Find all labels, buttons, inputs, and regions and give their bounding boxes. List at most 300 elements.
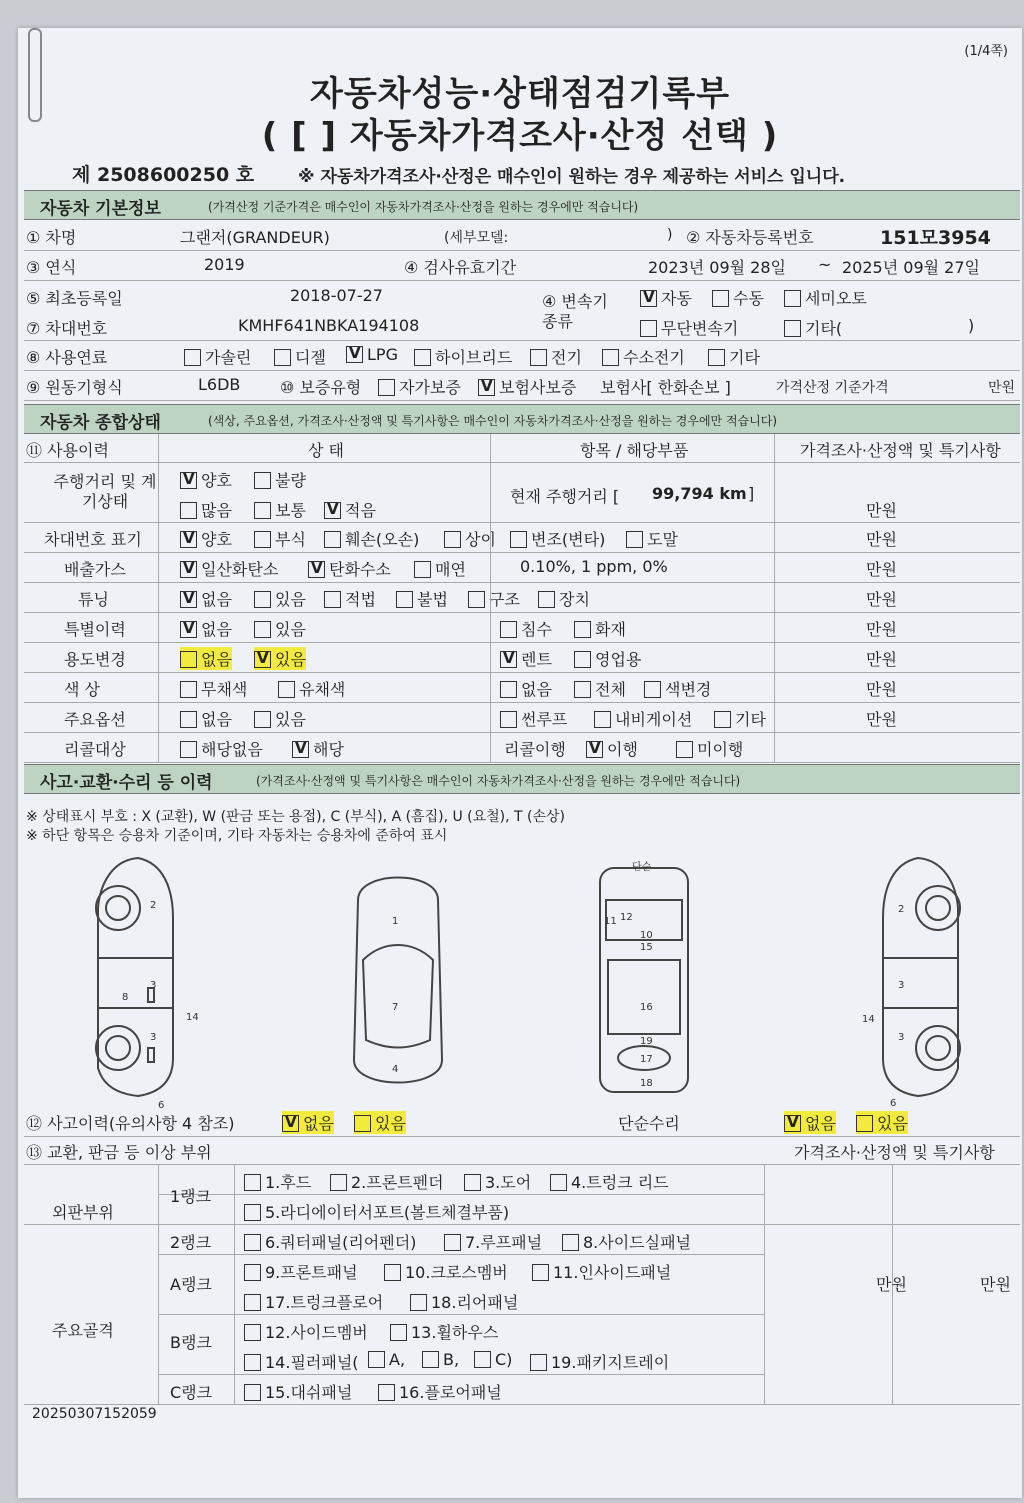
vin: KMHF641NBKA194108	[238, 316, 420, 335]
opt: 불법	[417, 590, 448, 609]
checkbox-manual[interactable]	[712, 290, 729, 307]
checkbox[interactable]	[254, 711, 271, 728]
part: 18.리어패널	[431, 1293, 519, 1312]
opt: 있음	[275, 710, 306, 729]
part: 16.플로어패널	[399, 1383, 502, 1402]
checkbox[interactable]	[180, 741, 197, 758]
trans-other-close: )	[968, 316, 975, 335]
opt: 기타	[735, 710, 766, 729]
part: 10.크로스멤버	[405, 1263, 508, 1282]
row-engine	[24, 370, 1020, 401]
checkbox[interactable]	[500, 681, 517, 698]
row-emission	[24, 552, 1020, 583]
part: C)	[495, 1350, 513, 1369]
opt: 적음	[345, 501, 376, 520]
checkbox[interactable]	[594, 711, 611, 728]
trans-auto-label: 자동	[661, 289, 692, 308]
checkbox[interactable]	[586, 741, 603, 758]
opt: 양호	[201, 530, 232, 549]
checkbox-self-warranty[interactable]	[378, 379, 395, 396]
checkbox[interactable]	[308, 561, 325, 578]
checkbox-fuel[interactable]	[530, 349, 547, 366]
checkbox[interactable]	[324, 591, 341, 608]
detail-model: (세부모델:	[444, 230, 509, 246]
overall-header	[24, 434, 1020, 463]
part: 8.사이드실패널	[583, 1233, 692, 1252]
opt: 이행	[607, 740, 638, 759]
opt: 부식	[275, 530, 306, 549]
checkbox[interactable]	[530, 1354, 547, 1371]
first-registration: 2018-07-27	[290, 286, 383, 305]
checkbox[interactable]	[410, 1294, 427, 1311]
unit: 만원	[866, 530, 897, 549]
opt: 많음	[201, 501, 232, 520]
mileage-value: 99,794 km	[652, 484, 747, 503]
checkbox[interactable]	[254, 472, 271, 489]
checkbox[interactable]	[254, 591, 271, 608]
checkbox[interactable]	[282, 1115, 299, 1132]
part-number: 3	[898, 1032, 905, 1043]
divider	[234, 1164, 235, 1404]
opt: 침수	[521, 620, 552, 639]
checkbox[interactable]	[244, 1264, 261, 1281]
opt: 없음	[521, 680, 552, 699]
part-number: 17	[640, 1054, 653, 1065]
checkbox[interactable]	[324, 531, 341, 548]
fuel-label: 하이브리드	[435, 348, 513, 367]
page-number: (1/4쪽)	[964, 44, 1008, 59]
checkbox[interactable]	[180, 591, 197, 608]
emission-values: 0.10%, 1 ppm, 0%	[520, 557, 668, 576]
checkbox[interactable]	[244, 1354, 261, 1371]
part-number: 14	[186, 1012, 199, 1023]
rank-label: 2랭크	[170, 1233, 212, 1252]
checkbox[interactable]	[390, 1324, 407, 1341]
divider	[158, 1254, 764, 1255]
row-mileage	[24, 462, 1020, 523]
part: 9.프론트패널	[265, 1263, 358, 1282]
part: 19.패키지트레이	[551, 1353, 670, 1372]
col-header: 상 태	[308, 441, 344, 460]
label: ⑫ 사고이력(유의사항 4 참조)	[26, 1114, 235, 1133]
part-number: 3	[150, 980, 157, 991]
checkbox[interactable]	[444, 1234, 461, 1251]
checkbox[interactable]	[714, 711, 731, 728]
unit: 만원	[866, 680, 897, 699]
engine-type: L6DB	[198, 375, 241, 394]
part-number: 2	[150, 900, 157, 911]
section-overall	[24, 404, 1020, 434]
opt: 훼손(오손)	[345, 530, 420, 549]
label: 리콜이행	[504, 740, 566, 759]
unit: 만원	[866, 710, 897, 729]
divider	[158, 1374, 764, 1375]
checkbox[interactable]	[626, 531, 643, 548]
checkbox[interactable]	[510, 531, 527, 548]
section-title: 자동차 종합상태	[40, 413, 161, 433]
checkbox-fuel[interactable]	[346, 346, 363, 363]
checkbox[interactable]	[532, 1264, 549, 1281]
opt: 없음	[201, 650, 232, 669]
checkbox[interactable]	[500, 711, 517, 728]
checkbox-insurer-warranty[interactable]	[478, 379, 495, 396]
checkbox[interactable]	[676, 741, 693, 758]
label: 단순수리	[618, 1114, 680, 1133]
warranty-self-label: 자가보증	[399, 378, 461, 397]
section-note: (가격산정 기준가격은 매수인이 자동차가격조사·산정을 원하는 경우에만 적습니다)	[208, 200, 639, 214]
section-title: 사고·교환·수리 등 이력	[40, 773, 213, 793]
model-year: 2019	[204, 255, 245, 274]
part-number: 11	[604, 916, 617, 927]
part: 12.사이드멤버	[265, 1323, 368, 1342]
divider	[490, 434, 491, 762]
car-top-diagram	[338, 860, 458, 1100]
part: 13.휠하우스	[411, 1323, 499, 1342]
fuel-label: 가솔린	[205, 348, 252, 367]
label: 차대번호 표기	[44, 530, 142, 549]
part-number: 3	[150, 1032, 157, 1043]
part: 7.루프패널	[465, 1233, 543, 1252]
checkbox[interactable]	[254, 621, 271, 638]
document-title: 자동차성능·상태점검기록부	[309, 74, 731, 114]
checkbox[interactable]	[414, 561, 431, 578]
checkbox[interactable]	[180, 621, 197, 638]
section-note: (가격조사·산정액 및 특기사항은 매수인이 자동차가격조사·산정을 원하는 경우에만 적습니다)	[256, 774, 741, 788]
checkbox[interactable]	[180, 681, 197, 698]
opt: 변조(변타)	[531, 530, 606, 549]
section-note: (색상, 주요옵션, 가격조사·산정액 및 특기사항은 매수인이 자동차가격조사·산정을 원하는 경우에만 적습니다)	[208, 414, 778, 428]
trans-manual-label: 수동	[733, 289, 764, 308]
opt: 있음	[275, 620, 306, 639]
label: 튜닝	[78, 590, 109, 609]
checkbox[interactable]	[856, 1115, 873, 1132]
opt: 있음	[375, 1114, 406, 1133]
opt: 있음	[275, 650, 306, 669]
part: 4.트렁크 리드	[571, 1173, 669, 1192]
part: 11.인사이드패널	[553, 1263, 672, 1282]
label: 리콜대상	[64, 740, 126, 759]
row-first-reg	[24, 280, 1020, 341]
checkbox[interactable]	[550, 1174, 567, 1191]
checkbox[interactable]	[474, 1351, 491, 1368]
checkbox[interactable]	[444, 531, 461, 548]
document-number: 제 2508600250 호	[72, 164, 255, 186]
opt: 색변경	[665, 680, 712, 699]
divider	[158, 1194, 764, 1195]
label: ① 차명	[26, 228, 77, 247]
checkbox-fuel[interactable]	[184, 349, 201, 366]
unit: 만원	[988, 380, 1016, 396]
opt: 해당	[313, 740, 344, 759]
divider	[158, 434, 159, 762]
part: 2.프론트펜더	[351, 1173, 444, 1192]
label: 특별이력	[64, 620, 126, 639]
part: B,	[443, 1350, 460, 1369]
label: ④ 변속기 종류	[542, 292, 608, 331]
section-title: 자동차 기본정보	[40, 199, 161, 219]
rank-label: 1랭크	[170, 1187, 212, 1206]
opt: 불량	[275, 471, 306, 490]
checkbox[interactable]	[574, 651, 591, 668]
legend-line-2: ※ 하단 항목은 승용차 기준이며, 기타 자동차는 승용차에 준하여 표시	[26, 828, 448, 844]
checkbox[interactable]	[644, 681, 661, 698]
divider	[24, 1224, 1020, 1225]
inspection-tilde: ~	[818, 255, 832, 274]
part-number: 2	[898, 904, 905, 915]
print-timestamp: 20250307152059	[32, 1406, 157, 1422]
section-accident	[24, 764, 1020, 794]
checkbox-auto[interactable]	[640, 290, 657, 307]
part-number: 6	[158, 1100, 165, 1111]
opt: 탄화수소	[329, 560, 391, 579]
opt: 도말	[647, 530, 678, 549]
checkbox[interactable]	[574, 681, 591, 698]
checkbox[interactable]	[324, 502, 341, 519]
checkbox[interactable]	[464, 1174, 481, 1191]
opt: 있음	[275, 590, 306, 609]
inspection-from: 2023년 09월 28일	[648, 258, 786, 277]
opt: 썬루프	[521, 710, 568, 729]
document-page	[18, 28, 1022, 1498]
warranty-ins-label: 보험사보증	[499, 378, 577, 397]
label: 가격산정 기준가격	[776, 380, 889, 396]
checkbox[interactable]	[244, 1384, 261, 1401]
opt: 없음	[805, 1114, 836, 1133]
row-special	[24, 612, 1020, 643]
opt: 보통	[275, 501, 306, 520]
checkbox-fuel[interactable]	[602, 349, 619, 366]
row-accident-history	[24, 1106, 1020, 1137]
row-car-name	[24, 220, 1020, 251]
document-subtitle: ( [ ] 자동차가격조사·산정 선택 )	[261, 116, 779, 156]
col-header: ⑪ 사용이력	[26, 441, 109, 460]
label: 주요골격	[52, 1321, 114, 1340]
rank-label: A랭크	[170, 1275, 212, 1294]
checkbox[interactable]	[384, 1264, 401, 1281]
unit: 만원	[866, 560, 897, 579]
checkbox[interactable]	[500, 621, 517, 638]
checkbox[interactable]	[500, 651, 517, 668]
inspection-to: 2025년 09월 27일	[842, 258, 980, 277]
label: 가격조사·산정액 및 특기사항	[794, 1143, 995, 1162]
divider	[24, 1404, 1020, 1405]
row-tuning	[24, 582, 1020, 613]
opt: 없음	[201, 620, 232, 639]
checkbox[interactable]	[378, 1384, 395, 1401]
opt: 없음	[201, 590, 232, 609]
opt: 내비게이션	[615, 710, 693, 729]
part-number: 15	[640, 942, 653, 953]
divider	[158, 1164, 159, 1404]
opt: 없음	[303, 1114, 334, 1133]
opt: 있음	[877, 1114, 908, 1133]
part-number: 8	[122, 992, 129, 1003]
label: ⑨ 원동기형식	[26, 378, 123, 397]
label: ⑧ 사용연료	[26, 348, 108, 367]
row-option	[24, 702, 1020, 733]
part-number: 18	[640, 1078, 653, 1089]
mileage-text: 현재 주행거리 [	[510, 487, 620, 506]
opt: 상이	[465, 530, 496, 549]
part: 14.필러패널(	[265, 1353, 359, 1372]
label: ⑩ 보증유형	[280, 378, 362, 397]
trans-other-label: 기타(	[805, 319, 843, 338]
part: 5.라디에이터서포트(볼트체결부품)	[265, 1203, 510, 1222]
section-basic-info	[24, 190, 1020, 220]
opt: 없음	[201, 710, 232, 729]
fuel-label: 기타	[729, 348, 760, 367]
opt: 양호	[201, 471, 232, 490]
car-frame-diagram	[594, 860, 694, 1100]
divider	[764, 1164, 765, 1404]
trans-semi-label: 세미오토	[805, 289, 867, 308]
opt: 전체	[595, 680, 626, 699]
col-header: 항목 / 해당부품	[580, 441, 689, 460]
fuel-label: 수소전기	[623, 348, 685, 367]
checkbox[interactable]	[254, 651, 271, 668]
checkbox-cvt[interactable]	[640, 320, 657, 337]
detail-model-close: )	[667, 227, 673, 243]
label: 용도변경	[64, 650, 126, 669]
fuel-label: 디젤	[295, 348, 326, 367]
checkbox[interactable]	[292, 741, 309, 758]
checkbox[interactable]	[468, 591, 485, 608]
checkbox-fuel[interactable]	[414, 349, 431, 366]
checkbox[interactable]	[538, 591, 555, 608]
unit: 만원	[866, 620, 897, 639]
checkbox-semi[interactable]	[784, 290, 801, 307]
fuel-label: LPG	[367, 345, 398, 364]
checkbox[interactable]	[244, 1234, 261, 1251]
checkbox[interactable]	[574, 621, 591, 638]
part-number: 14	[862, 1014, 875, 1025]
checkbox[interactable]	[244, 1324, 261, 1341]
unit: 만원	[866, 501, 897, 520]
part-number: 3	[898, 980, 905, 991]
checkbox[interactable]	[422, 1351, 439, 1368]
checkbox-fuel[interactable]	[708, 349, 725, 366]
opt: 일산화탄소	[201, 560, 279, 579]
opt: 미이행	[697, 740, 744, 759]
car-left-side-diagram	[78, 848, 218, 1111]
checkbox[interactable]	[396, 591, 413, 608]
part-number: 단순	[632, 862, 652, 873]
checkbox[interactable]	[254, 502, 271, 519]
row-vin-mark	[24, 522, 1020, 553]
opt: 화재	[595, 620, 626, 639]
label: 색 상	[64, 680, 100, 699]
part: 15.대쉬패널	[265, 1383, 353, 1402]
registration-number: 151모3954	[880, 227, 991, 249]
fuel-label: 전기	[551, 348, 582, 367]
rank-label: C랭크	[170, 1383, 213, 1402]
row-parts-header	[24, 1136, 1020, 1165]
legend-line-1: ※ 상태표시 부호 : X (교환), W (판금 또는 용접), C (부식), A (흠집), U (요철), T (손상)	[26, 809, 566, 825]
rank-label: B랭크	[170, 1333, 212, 1352]
label: ⑬ 교환, 판금 등 이상 부위	[26, 1143, 212, 1162]
checkbox-trans-other[interactable]	[784, 320, 801, 337]
unit: 만원	[980, 1275, 1011, 1294]
label: ③ 연식	[26, 258, 77, 277]
row-color	[24, 672, 1020, 703]
row-year	[24, 250, 1020, 281]
checkbox[interactable]	[562, 1234, 579, 1251]
part: 3.도어	[485, 1173, 532, 1192]
checkbox[interactable]	[180, 651, 197, 668]
opt: 해당없음	[201, 740, 263, 759]
unit: 만원	[866, 650, 897, 669]
checkbox[interactable]	[244, 1204, 261, 1221]
part-number: 10	[640, 930, 653, 941]
checkbox[interactable]	[180, 561, 197, 578]
divider	[158, 1314, 764, 1315]
mileage-close: ]	[748, 484, 755, 503]
opt: 유채색	[299, 680, 346, 699]
checkbox[interactable]	[244, 1294, 261, 1311]
label: ⑦ 차대번호	[26, 319, 108, 338]
insurer: 보험사[ 한화손보 ]	[600, 378, 731, 397]
part-number: 7	[392, 1002, 399, 1013]
part-number: 6	[890, 1098, 897, 1109]
car-right-side-diagram	[838, 848, 978, 1109]
label: 주요옵션	[64, 710, 126, 729]
checkbox-fuel[interactable]	[274, 349, 291, 366]
trans-cvt-label: 무단변속기	[661, 319, 739, 338]
label: 주행거리 및 계기상태	[53, 472, 157, 511]
checkbox[interactable]	[354, 1115, 371, 1132]
checkbox[interactable]	[244, 1174, 261, 1191]
opt: 영업용	[595, 650, 642, 669]
checkbox[interactable]	[784, 1115, 801, 1132]
checkbox[interactable]	[180, 472, 197, 489]
row-fuel	[24, 340, 1020, 371]
label: ② 자동차등록번호	[686, 228, 814, 247]
service-notice: ※ 자동차가격조사·산정은 매수인이 원하는 경우 제공하는 서비스 입니다.	[298, 167, 846, 187]
opt: 구조	[489, 590, 520, 609]
part-number: 12	[620, 912, 633, 923]
checkbox[interactable]	[180, 711, 197, 728]
part: A,	[389, 1350, 406, 1369]
label: ⑤ 최초등록일	[26, 289, 123, 308]
divider	[774, 434, 775, 762]
checkbox[interactable]	[330, 1174, 347, 1191]
part-number: 4	[392, 1064, 399, 1075]
part-number: 19	[640, 1036, 653, 1047]
row-usage	[24, 642, 1020, 673]
part-number: 16	[640, 1002, 653, 1013]
label: 외판부위	[52, 1203, 114, 1222]
unit: 만원	[876, 1275, 907, 1294]
part: 6.쿼터패널(리어펜더)	[265, 1233, 417, 1252]
checkbox[interactable]	[254, 531, 271, 548]
checkbox[interactable]	[368, 1351, 385, 1368]
checkbox[interactable]	[180, 502, 197, 519]
opt: 렌트	[521, 650, 552, 669]
checkbox[interactable]	[180, 531, 197, 548]
part: 17.트렁크플로어	[265, 1293, 384, 1312]
row-recall	[24, 732, 1020, 763]
part-number: 1	[392, 916, 399, 927]
unit: 만원	[866, 590, 897, 609]
opt: 매연	[435, 560, 466, 579]
opt: 무채색	[201, 680, 248, 699]
car-name: 그랜저(GRANDEUR)	[180, 228, 330, 247]
checkbox[interactable]	[278, 681, 295, 698]
opt: 장치	[559, 590, 590, 609]
part: 1.후드	[265, 1173, 312, 1192]
opt: 적법	[345, 590, 376, 609]
label: 배출가스	[64, 560, 126, 579]
